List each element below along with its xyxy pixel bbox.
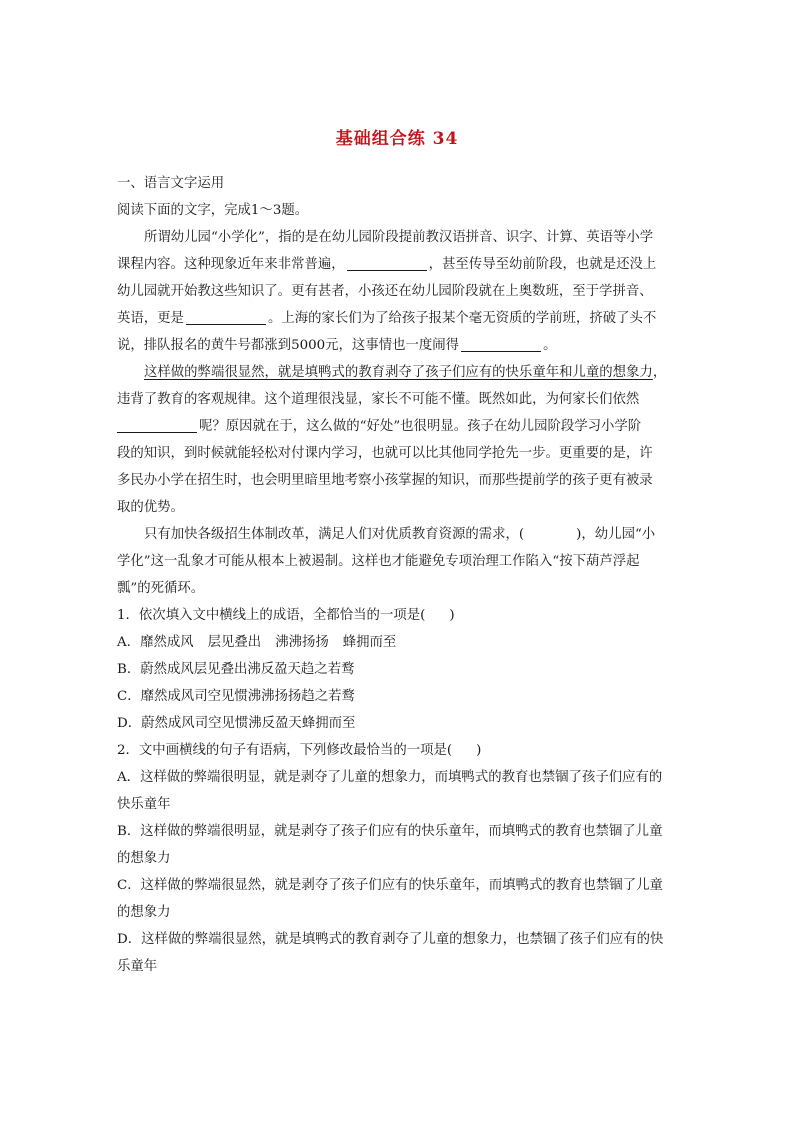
option-label: A． bbox=[117, 770, 141, 785]
fill-blank-4 bbox=[117, 416, 197, 433]
passage-p2-line3 bbox=[117, 413, 680, 440]
fill-blank-3 bbox=[461, 335, 541, 352]
passage-p1-line2 bbox=[117, 251, 680, 278]
passage-p2-line5: 多民办小学在招生时，也会明里暗里地考察小孩掌握的知识，而那些提前学的孩子更有被录 bbox=[117, 473, 653, 488]
fill-blank-1 bbox=[347, 254, 427, 271]
passage-p3-line1 bbox=[117, 521, 680, 548]
passage-p1-line4 bbox=[117, 305, 680, 332]
passage-p3-line3: 瓢”的死循环。 bbox=[117, 581, 205, 596]
section-heading: 一、语言文字运用 bbox=[117, 176, 225, 191]
option-text: 这样做的弊端很显然，就是填鸭式的教育剥夺了儿童的想象力，也禁锢了孩子们应有的快 bbox=[141, 932, 664, 947]
question-2-option-a-cont: 快乐童年 bbox=[117, 797, 171, 812]
option-label: C． bbox=[117, 878, 141, 893]
option-text: 蔚然成风司空见惯沸反盈天蜂拥而至 bbox=[141, 716, 356, 731]
option-text: 层见叠出 bbox=[207, 635, 262, 650]
document-body bbox=[117, 170, 680, 980]
option-label: B． bbox=[117, 662, 141, 677]
question-2-option-b bbox=[117, 818, 680, 845]
text-run: 1．依次填入文中横线上的成语，全都恰当的一项是( bbox=[117, 608, 426, 623]
passage-p2-line2: 违背了教育的客观规律。这个道理很浅显，家长不可能不懂。既然如此，为何家长们依然 bbox=[117, 392, 640, 407]
passage-p1-line5 bbox=[117, 332, 680, 359]
option-text: 这样做的弊端很明显，就是剥夺了儿童的想象力，而填鸭式的教育也禁锢了孩子们应有的 bbox=[140, 770, 663, 785]
text-run: ，甚至传导至幼前阶段，也就是还没上 bbox=[428, 257, 657, 272]
option-text: 蔚然成风层见叠出沸反盈天趋之若鹜 bbox=[140, 662, 355, 677]
passage-p1-line3: 幼儿园就开始教这些知识了。更有甚者，小孩还在幼儿园阶段就在上奥数班，至于学拼音、 bbox=[117, 284, 653, 299]
passage-p1-line1: 所谓幼儿园“小学化”，指的是在幼儿园阶段提前教汉语拼音、识字、计算、英语等小学 bbox=[144, 230, 654, 245]
option-text: 蜂拥而至 bbox=[342, 635, 397, 650]
option-label: C． bbox=[117, 689, 141, 704]
page-title: 基础组合练 34 bbox=[335, 129, 459, 149]
question-2-option-d-cont: 乐童年 bbox=[117, 959, 158, 974]
text-run: ) bbox=[476, 743, 482, 758]
question-2-option-b-cont: 的想象力 bbox=[117, 851, 171, 866]
text-run: )，幼儿园“小 bbox=[576, 527, 656, 542]
question-2-option-a bbox=[117, 764, 680, 791]
question-1-option-b bbox=[117, 656, 680, 683]
passage-p3-line2: 学化”这一乱象才可能从根本上被遏制。这样也才能避免专项治理工作陷入“按下葫芦浮起 bbox=[117, 554, 640, 569]
option-label: D． bbox=[117, 932, 142, 947]
text-run: ， bbox=[652, 365, 667, 380]
question-2-option-d bbox=[117, 926, 680, 953]
text-run: 。上海的家长们为了给孩子报某个毫无资质的学前班，挤破了头不 bbox=[267, 311, 657, 326]
question-1-option-c bbox=[117, 683, 680, 710]
question-2-option-c bbox=[117, 872, 680, 899]
option-text: 沸沸扬扬 bbox=[275, 635, 329, 650]
question-1-option-d bbox=[117, 710, 680, 737]
text-run: 课程内容。这种现象近年来非常普遍， bbox=[117, 257, 345, 272]
passage-p2-line1 bbox=[117, 359, 680, 386]
question-2-stem bbox=[117, 737, 680, 764]
text-run: 只有加快各级招生体制改革，满足人们对优质教育资源的需求，( bbox=[144, 527, 525, 542]
question-2-option-c-cont: 的想象力 bbox=[117, 905, 171, 920]
text-run: 说，排队报名的黄牛号都涨到5000元，这事情也一度闹得 bbox=[117, 338, 460, 353]
underlined-sentence: 这样做的弊端很显然，就是填鸭式的教育剥夺了孩子们应有的快乐童年和儿童的想象力 bbox=[144, 365, 653, 380]
instruction-text: 阅读下面的文字，完成1～3题。 bbox=[117, 203, 309, 218]
passage-p2-line6: 取的优势。 bbox=[117, 500, 184, 515]
option-label: D． bbox=[117, 716, 142, 731]
option-label: A． bbox=[117, 635, 141, 650]
text-run: 呢？原因就在于，这么做的“好处”也很明显。孩子在幼儿园阶段学习小学阶 bbox=[199, 419, 642, 434]
option-label: B． bbox=[117, 824, 141, 839]
option-text: 靡然成风司空见惯沸沸扬扬趋之若鹜 bbox=[140, 689, 355, 704]
question-1-stem bbox=[117, 602, 680, 629]
question-1-option-a bbox=[117, 629, 680, 656]
fill-blank-2 bbox=[186, 308, 266, 325]
passage-p2-line4: 段的知识，到时候就能轻松对付课内学习，也就可以比其他同学抢先一步。更重要的是，许 bbox=[117, 446, 653, 461]
text-run: 英语，更是 bbox=[117, 311, 184, 326]
text-run: 2．文中画横线的句子有语病，下列修改最恰当的一项是( bbox=[117, 743, 453, 758]
text-run: 。 bbox=[543, 338, 557, 353]
text-run: ) bbox=[449, 608, 455, 623]
option-text: 这样做的弊端很明显，就是剥夺了孩子们应有的快乐童年，而填鸭式的教育也禁锢了儿童 bbox=[140, 824, 663, 839]
option-text: 这样做的弊端很显然，就是剥夺了孩子们应有的快乐童年，而填鸭式的教育也禁锢了儿童 bbox=[140, 878, 663, 893]
option-text: 靡然成风 bbox=[140, 635, 194, 650]
